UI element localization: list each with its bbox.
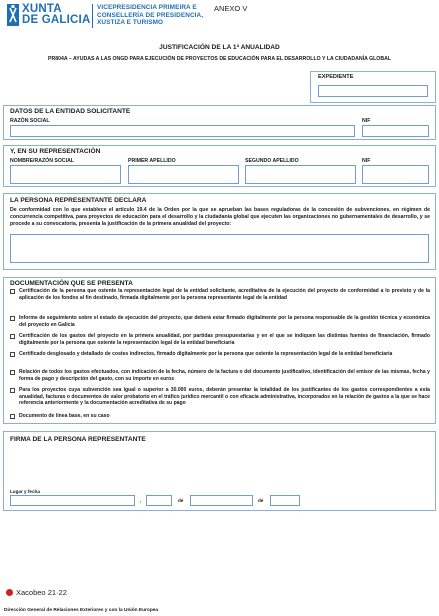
doc-checkbox-5[interactable] — [10, 370, 15, 375]
xunta-logo-text — [22, 4, 90, 26]
logo-line-1: XUNTA — [22, 3, 62, 15]
anexo-label: ANEXO V — [214, 4, 248, 13]
segundo-apellido-label: SEGUNDO APELLIDO — [245, 158, 299, 164]
doc-item-4 — [10, 351, 430, 367]
section-title-solicitante: DATOS DE LA ENTIDAD SOLICITANTE — [10, 108, 131, 115]
doc-item-1 — [10, 288, 430, 312]
doc-item-6 — [10, 387, 430, 411]
doc-checkbox-2[interactable] — [10, 316, 15, 321]
doc-item-3 — [10, 333, 430, 349]
xacobeo-text: Xacobeo 21·22 — [16, 588, 67, 597]
doc-item-5 — [10, 369, 430, 385]
doc-item-text: Certificación de la persona que ostente la representación legal de la entidad solicitante, acreditativa de la ejecución del proyecto de conformidad a lo previsto y de la aplicación de los fondos al fin destinado, firmada digitalmente por la persona representante legal de la entidad — [19, 288, 430, 301]
ministry-name — [97, 4, 203, 27]
segundo-apellido-input[interactable] — [245, 165, 356, 184]
expediente-label: EXPEDIENTE — [318, 74, 354, 80]
expediente-input[interactable] — [318, 85, 428, 97]
doc-item-text: Informe de seguimiento sobre el estado de ejecución del proyecto, que deberá estar firmado digitalmente por la persona responsable de la gestión técnica y económica del proyecto en Galicia — [19, 315, 430, 328]
xunta-logo-icon — [6, 4, 20, 26]
rep-nif-label: NIF — [362, 158, 371, 164]
doc-item-7 — [10, 413, 430, 421]
mes-input[interactable] — [190, 495, 253, 506]
nif-label: NIF — [362, 118, 371, 124]
razon-social-input[interactable] — [10, 125, 355, 137]
lugar-input[interactable] — [10, 495, 135, 506]
doc-item-text: Certificado desglosado y detallado de costes indirectos, firmado digitalmente por la persona que ostente la representación legal de la entidad beneficiaria — [19, 351, 393, 357]
ministry-line-3: XUSTIZA E TURISMO — [97, 19, 164, 27]
section-title-representacion: Y, EN SU REPRESENTACIÓN — [10, 148, 101, 155]
razon-social-label: RAZÓN SOCIAL — [10, 118, 50, 124]
section-title-firma: FIRMA DE LA PERSONA REPRESENTANTE — [10, 436, 146, 443]
doc-checkbox-3[interactable] — [10, 334, 15, 339]
de-separator-1: de — [178, 498, 184, 503]
rep-nif-input[interactable] — [362, 165, 429, 184]
de-separator-2: de — [258, 498, 264, 503]
doc-checkbox-1[interactable] — [10, 289, 15, 294]
document-title: JUSTIFICACIÓN DE LA 1ª ANUALIDAD — [159, 44, 280, 51]
comma-separator: , — [140, 498, 142, 503]
document-subtitle: PR804A – AYUDAS A LAS ONGD PARA EJECUCIÓN DE PROYECTOS DE EDUCACIÓN PARA EL DESARROLLO Y LA CIUDADANÍA GLOBAL — [48, 56, 391, 62]
footer-direccion: Dirección General de Relaciones Exteriores y con la Unión Europea — [4, 608, 159, 613]
xacobeo-mark-icon — [6, 589, 13, 596]
nombre-label: NOMBRE/RAZÓN SOCIAL — [10, 158, 74, 164]
logo-line-2: DE GALICIA — [22, 14, 91, 26]
dia-input[interactable] — [146, 495, 172, 506]
doc-item-text: Documento de línea base, en su caso — [19, 413, 110, 419]
doc-item-text: Para los proyectos cuya subvención sea igual o superior a 30.000 euros, deberán presentar la totalidad de los justificantes de los gastos correspondientes a esta anualidad, facturas o documentos de valor probatorio en el tráfico jurídico mercantil o con eficacia administrativa, incorporados en la relación de gastos a la que se hace referencia anteriormente y la documentación acreditativa de su pago — [19, 387, 430, 407]
doc-item-2 — [10, 315, 430, 331]
ministry-line-2: CONSELLERÍA DE PRESIDENCIA, — [97, 11, 204, 19]
section-title-declara: LA PERSONA REPRESENTANTE DECLARA — [10, 197, 147, 204]
ministry-line-1: VICEPRESIDENCIA PRIMEIRA E — [97, 4, 197, 11]
proyecto-input[interactable] — [10, 234, 429, 263]
doc-item-text: Relación de todos los gastos efectuados, con indicación de la fecha, número de la factura o del documento justificativo, identificación del emisor de las mismas, fecha y forma de pago y descripción del gasto, con su importe en euros — [19, 369, 430, 382]
doc-checkbox-7[interactable] — [10, 414, 15, 419]
anio-input[interactable] — [270, 495, 300, 506]
logo-divider — [92, 4, 93, 28]
doc-checkbox-6[interactable] — [10, 388, 15, 393]
xacobeo-logo — [6, 588, 67, 597]
primer-apellido-input[interactable] — [128, 165, 239, 184]
primer-apellido-label: PRIMER APELLIDO — [128, 158, 176, 164]
nif-input[interactable] — [362, 125, 429, 137]
nombre-input[interactable] — [10, 165, 121, 184]
doc-item-text: Certificación de los gastos del proyecto en la primera anualidad, por partidas presupuestarias y en el que se indiquen las distintas fuentes de financiación, firmado digitalmente por la persona que ostente la representación legal de la entidad beneficiaria — [19, 333, 430, 346]
declara-text: De conformidad con lo que establece el artículo 19.4 de la Orden por la que se aprueban las bases reguladoras de la concesión de subvenciones, en régimen de concurrencia competitiva, para proyectos de educación para el desarrollo y la ciudadanía global que ejecuten las organizaciones no gubernamentales de desarrollo, y se procede a su convocatoria, presenta la justificación de la primera anualidad del proyecto: — [10, 207, 430, 228]
lugar-fecha-label: Lugar y fecha — [10, 489, 40, 494]
section-title-documentacion: DOCUMENTACIÓN QUE SE PRESENTA — [10, 280, 133, 287]
doc-checkbox-4[interactable] — [10, 352, 15, 357]
